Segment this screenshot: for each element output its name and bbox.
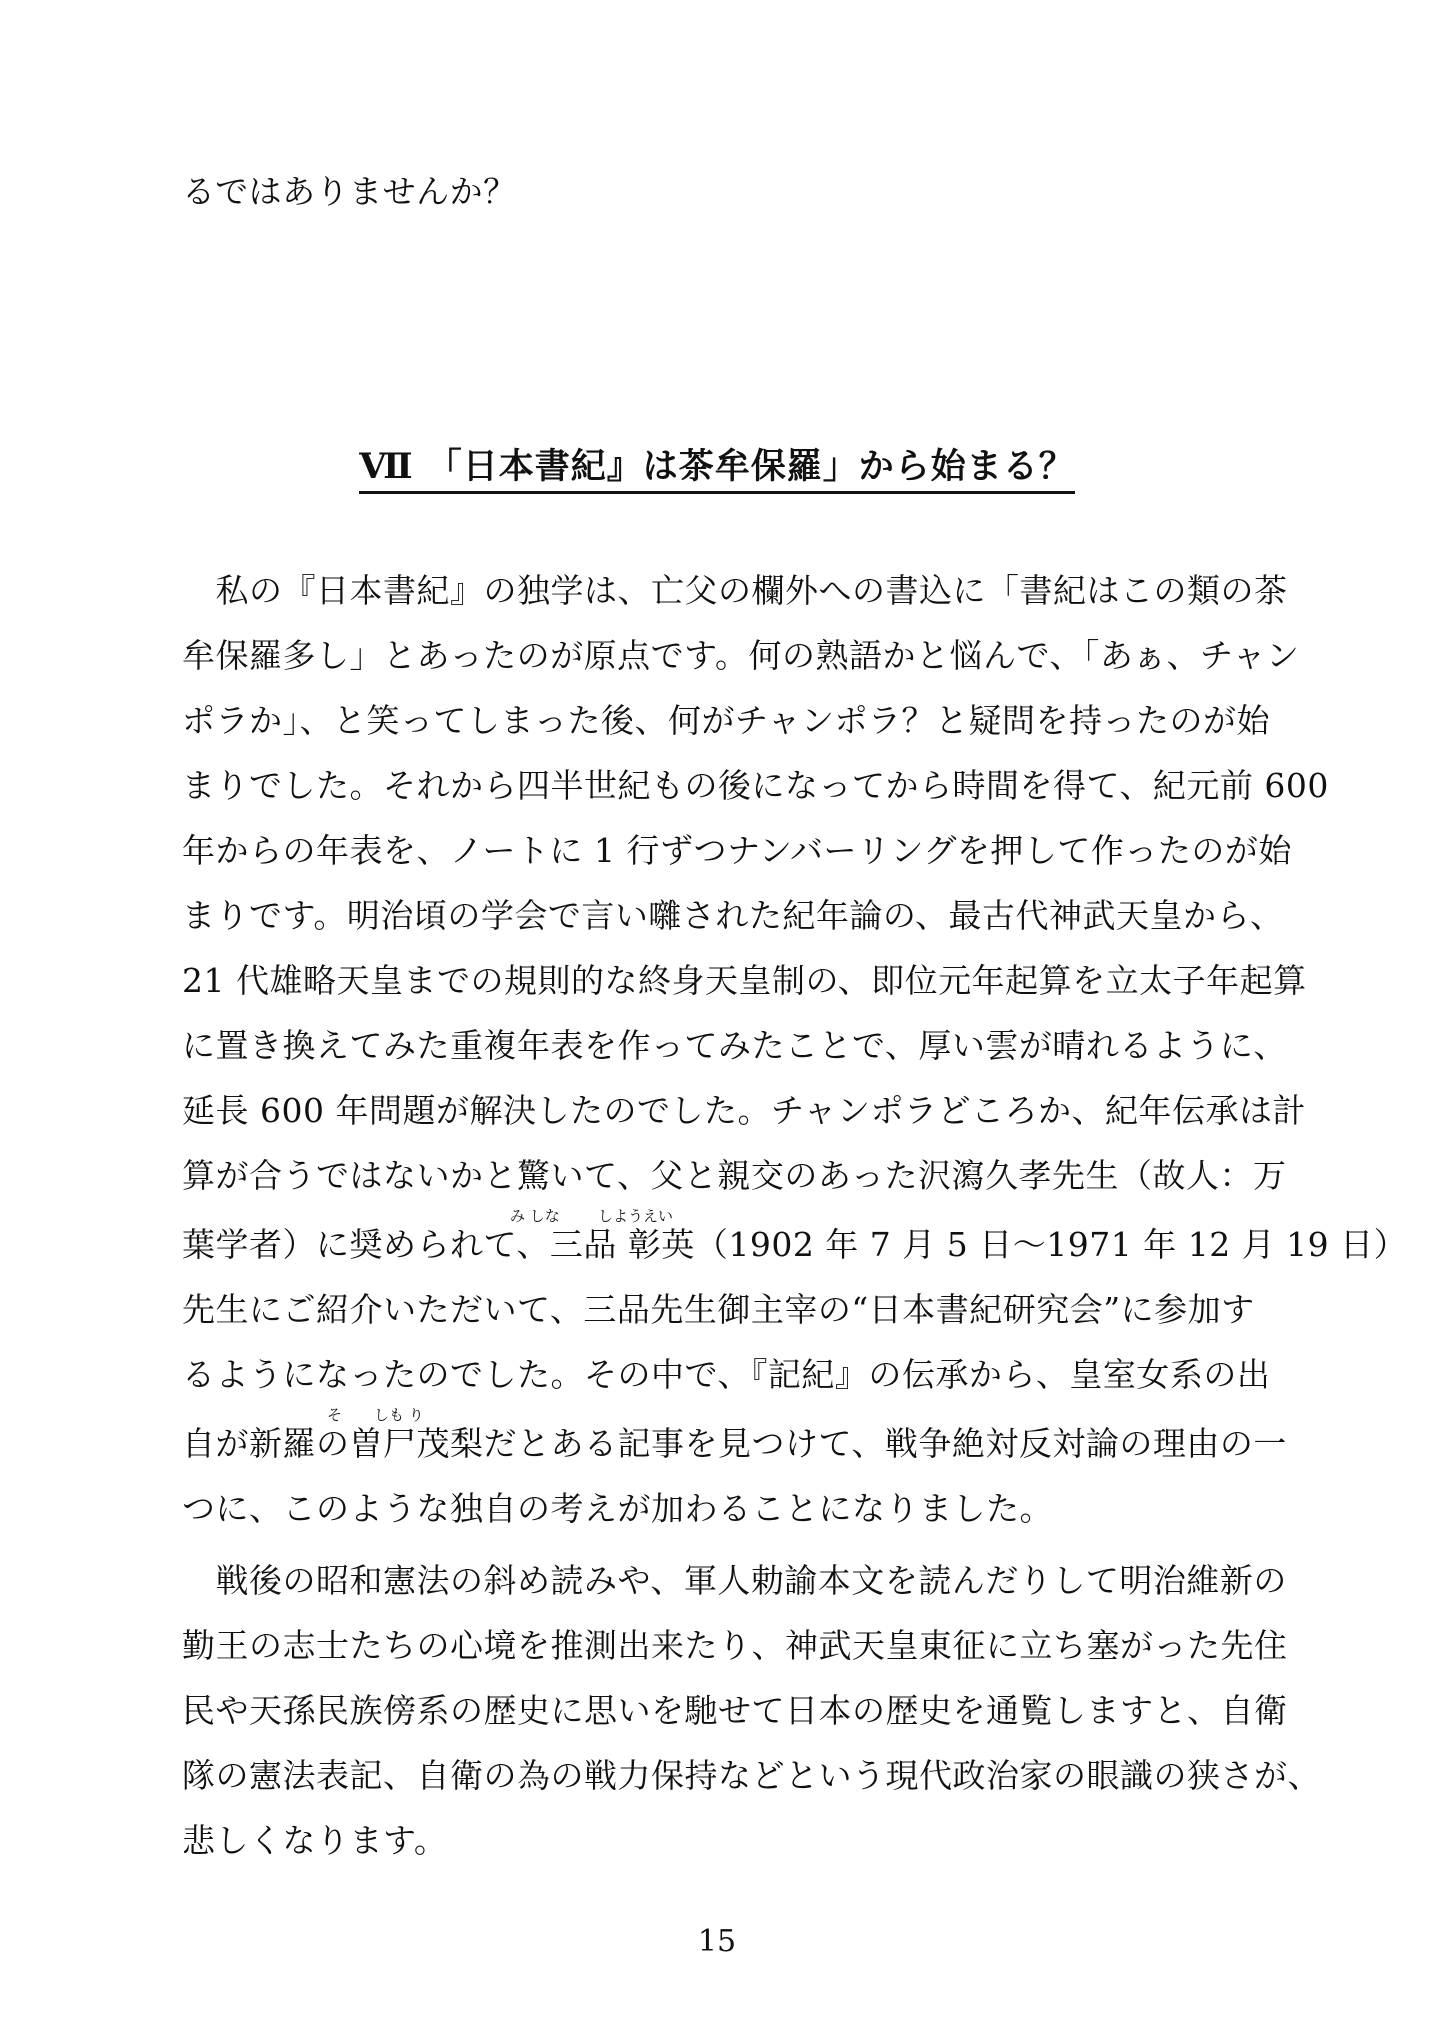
paragraph-line: 先生にご紹介いただいて、三品先生御主宰の“日本書紀研究会”に参加す xyxy=(182,1290,1255,1329)
paragraph-line: 年からの年表を、ノートに 1 行ずつナンバーリングを押して作ったのが始 xyxy=(182,831,1292,870)
section-heading-text: Ⅶ 「日本書紀』は茶牟保羅」から始まる？ xyxy=(359,445,1075,494)
ruby-mishina: み しな xyxy=(510,1207,560,1225)
paragraph-line: ポラか」、と笑ってしまった後、何がチャンポラ？と疑問を持ったのが始 xyxy=(182,701,1271,740)
paragraph-line: 葉学者）に奨められて、三品 彰英（1902 年 7 月 5 日～1971 年 12 月 19 日） xyxy=(182,1225,1408,1264)
paragraph-line: に置き換えてみた重複年表を作ってみたことで、厚い雲が晴れるように、 xyxy=(182,1026,1287,1065)
paragraph-line: 戦後の昭和憲法の斜め読みや、軍人勅諭本文を読んだりして明治維新の xyxy=(182,1561,1287,1600)
continuation-line: るではありませんか？ xyxy=(182,172,517,211)
paragraph-line: るようになったのでした。その中で、『記紀』の伝承から、皇室女系の出 xyxy=(182,1355,1271,1394)
paragraph-line: まりでした。それから四半世紀もの後になってから時間を得て、紀元前 600 xyxy=(182,766,1329,805)
ruby-shimori: しも り xyxy=(374,1406,424,1424)
paragraph-line: 隊の憲法表記、自衛の為の戦力保持などという現代政治家の眼識の狭さが、 xyxy=(182,1756,1321,1795)
ruby-shouei: しようえい xyxy=(598,1207,674,1225)
paragraph-line: 私の『日本書紀』の独学は、亡父の欄外への書込に「書紀はこの類の茶 xyxy=(182,571,1288,610)
paragraph-line: 算が合うではないかと驚いて、父と親交のあった沢瀉久孝先生（故人：万 xyxy=(182,1156,1287,1195)
paragraph-line: 自が新羅の曽尸茂梨だとある記事を見つけて、戦争絶対反対論の理由の一 xyxy=(182,1424,1287,1463)
ruby-so: そ xyxy=(327,1406,343,1424)
paragraph-line: 21 代雄略天皇までの規則的な終身天皇制の、即位元年起算を立太子年起算 xyxy=(182,961,1307,1000)
paragraph-line: まりです。明治頃の学会で言い囃された紀年論の、最古代神武天皇から、 xyxy=(182,896,1284,935)
paragraph-line: 勤王の志士たちの心境を推測出来たり、神武天皇東征に立ち塞がった先住 xyxy=(182,1626,1288,1665)
paragraph-line: 悲しくなります。 xyxy=(182,1821,448,1860)
paragraph-line: 民や天孫民族傍系の歴史に思いを馳せて日本の歴史を通覧しますと、自衛 xyxy=(182,1691,1288,1730)
paragraph-line: 延長 600 年問題が解決したのでした。チャンポラどころか、紀年伝承は計 xyxy=(182,1091,1306,1130)
section-heading xyxy=(0,445,1434,494)
page-number: 15 xyxy=(697,1924,737,1959)
paragraph-line: つに、このような独自の考えが加わることになりました。 xyxy=(182,1489,1053,1528)
paragraph-line: 牟保羅多し」とあったのが原点です。何の熟語かと悩んで、「あぁ、チャン xyxy=(182,636,1300,675)
